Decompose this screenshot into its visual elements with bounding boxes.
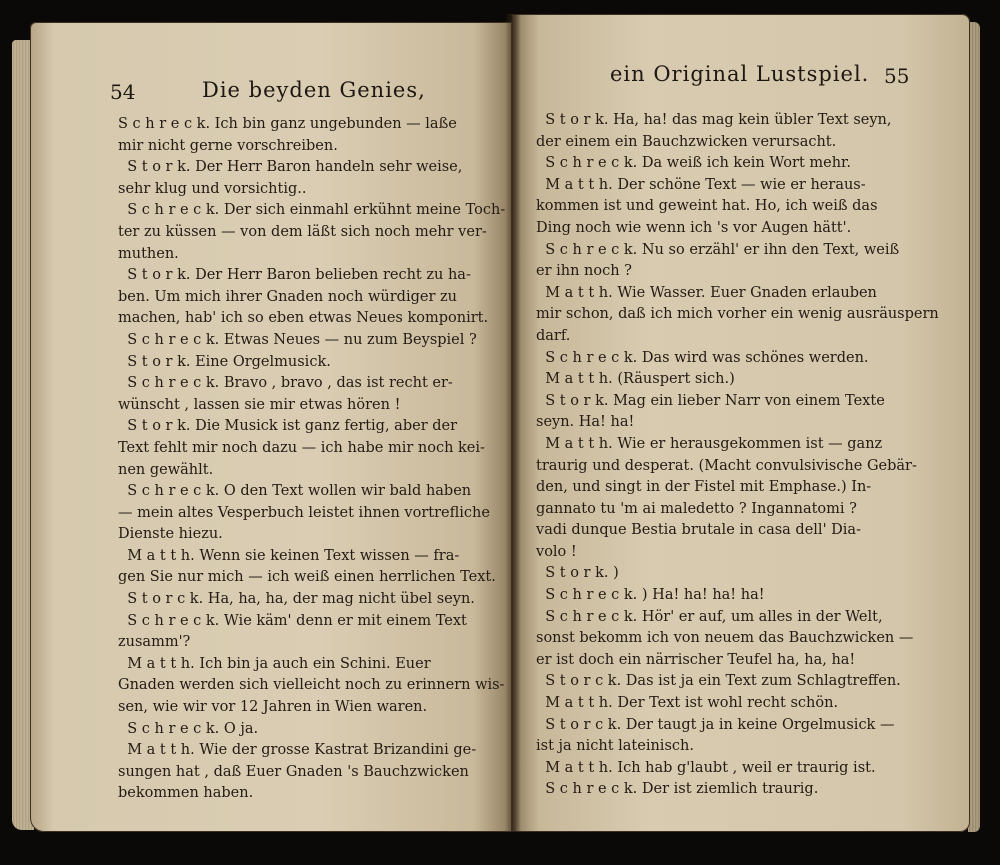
text-line: M a t t h. Ich hab g'laubt , weil er traurig ist. [536,759,876,776]
text-line: S c h r e c k. Da weiß ich kein Wort mehr. [536,155,851,172]
text-line: S t o r k. Mag ein lieber Narr von einem Texte [536,392,885,409]
text-line: S t o r c k. Der taugt ja in keine Orgelmusick — [536,716,895,733]
text-line: zusamm'? [118,634,191,651]
text-line: — mein altes Vesperbuch leistet ihnen vortrefliche [118,504,490,521]
text-line: M a t t h. Wie er herausgekommen ist — ganz [536,435,883,452]
text-line: M a t t h. Wie der grosse Kastrat Brizandini ge- [118,742,477,759]
text-line: Text fehlt mir noch dazu — ich habe mir noch kei- [118,439,485,456]
text-line: sungen hat , daß Euer Gnaden 's Bauchzwicken [118,763,469,780]
text-line: M a t t h. Ich bin ja auch ein Schini. Euer [118,655,431,672]
text-line: ist ja nicht lateinisch. [536,738,694,755]
text-line: wünscht , lassen sie mir etwas hören ! [118,396,401,413]
text-line: S t o r c k. Ha, ha, ha, der mag nicht übel seyn. [118,591,475,608]
text-line: S t o r k. Eine Orgelmusick. [118,353,331,370]
text-line: S t o r k. ) [536,565,619,582]
text-line: S c h r e c k. Bravo , bravo , das ist recht er- [118,375,453,392]
text-line: S c h r e c k. Das wird was schönes werden. [536,349,869,366]
book-gutter [505,14,521,832]
text-line: den, und singt in der Fistel mit Emphase.) In- [536,479,872,496]
text-line: gannato tu 'm ai maledetto ? Ingannatomi ? [536,500,857,517]
text-line: muthen. [118,245,179,262]
text-line: machen, hab' ich so eben etwas Neues komponirt. [118,310,489,327]
text-line: darf. [536,327,571,344]
text-line: sen, wie wir vor 12 Jahren in Wien waren. [118,699,428,716]
text-line: M a t t h. Wenn sie keinen Text wissen — fra- [118,547,460,564]
text-line: mir schon, daß ich mich vorher ein wenig ausräuspern [536,306,939,323]
text-line: kommen ist und geweint hat. Ho, ich weiß das [536,198,878,215]
text-line: S t o r c k. Das ist ja ein Text zum Schlagtreffen. [536,673,901,690]
text-line: S t o r k. Die Musick ist ganz fertig, aber der [118,418,458,435]
text-line: er ihn noch ? [536,263,632,280]
text-line: S t o r k. Der Herr Baron handeln sehr weise, [118,159,463,176]
right-running-head: ein Original Lustspiel. [610,62,870,86]
text-line: der einem ein Bauchzwicken verursacht. [536,133,837,150]
left-page-text [118,114,505,805]
text-line: gen Sie nur mich — ich weiß einen herrlichen Text. [118,569,496,586]
text-line: sonst bekomm ich von neuem das Bauchzwicken — [536,630,914,647]
text-line: sehr klug und vorsichtig.. [118,180,307,197]
text-line: S c h r e c k. O ja. [118,720,259,737]
text-line: ben. Um mich ihrer Gnaden noch würdiger zu [118,288,457,305]
text-line: S c h r e c k. Der ist ziemlich traurig. [536,781,819,798]
text-line: ter zu küssen — von dem läßt sich noch mehr ver- [118,223,487,240]
right-page [512,14,970,832]
text-line: volo ! [536,543,577,560]
text-line: S c h r e c k. Wie käm' denn er mit einem Text [118,612,467,629]
text-line: M a t t h. Wie Wasser. Euer Gnaden erlauben [536,284,877,301]
text-line: Dienste hiezu. [118,526,223,543]
text-line: S c h r e c k. Etwas Neues — nu zum Beyspiel ? [118,331,477,348]
text-line: nen gewählt. [118,461,214,478]
text-line: er ist doch ein närrischer Teufel ha, ha, ha! [536,651,856,668]
left-page [30,22,512,832]
text-line: Ding noch wie wenn ich 's vor Augen hätt'. [536,219,852,236]
text-line: M a t t h. Der schöne Text — wie er heraus- [536,176,866,193]
right-page-number: 55 [884,64,910,88]
text-line: S c h r e c k. Hör' er auf, um alles in der Welt, [536,608,883,625]
text-line: M a t t h. (Räuspert sich.) [536,371,735,388]
text-line: S c h r e c k. Der sich einmahl erkühnt meine Toch- [118,202,506,219]
text-line: Gnaden werden sich vielleicht noch zu erinnern wis- [118,677,505,694]
left-running-head: Die beyden Genies, [202,78,426,102]
text-line: traurig und desperat. (Macht convulsivische Gebär- [536,457,917,474]
right-page-text [536,110,939,801]
text-line: M a t t h. Der Text ist wohl recht schön. [536,695,839,712]
text-line: S c h r e c k. O den Text wollen wir bald haben [118,483,472,500]
left-page-number: 54 [110,80,136,104]
text-line: S t o r k. Ha, ha! das mag kein übler Text seyn, [536,112,892,128]
text-line: mir nicht gerne vorschreiben. [118,137,338,154]
text-line: seyn. Ha! ha! [536,414,635,431]
text-line: S c h r e c k. Nu so erzähl' er ihn den Text, weiß [536,241,900,258]
text-line: S c h r e c k. Ich bin ganz ungebunden — laße [118,116,457,132]
text-line: S c h r e c k. ) Ha! ha! ha! ha! [536,587,765,604]
text-line: S t o r k. Der Herr Baron belieben recht zu ha- [118,267,471,284]
text-line: bekommen haben. [118,785,254,802]
text-line: vadi dunque Bestia brutale in casa dell' Dia- [536,522,861,539]
